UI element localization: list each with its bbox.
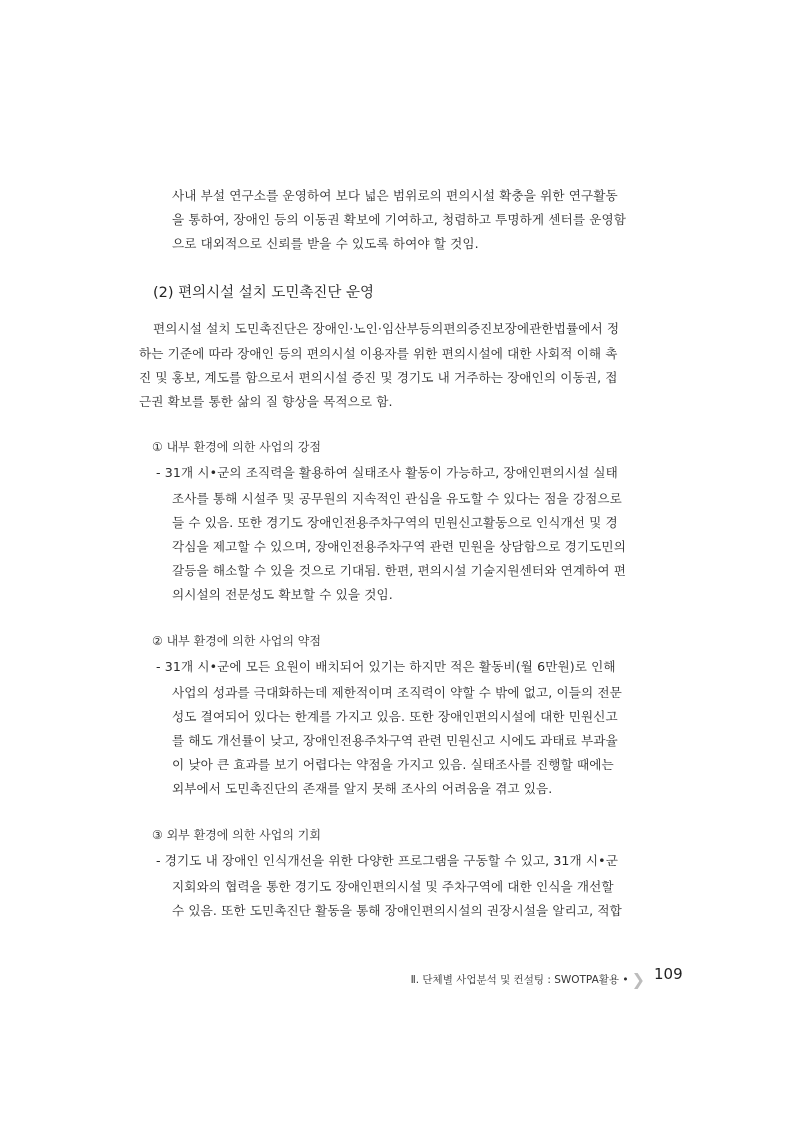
item-1-line-3: 들 수 있음. 또한 경기도 장애인전용주차구역의 민원신고활동으로 인식개선 및 경 (172, 515, 618, 530)
page-number: 109 (654, 965, 683, 983)
item-2-line-1: - 31개 시•군에 모든 요원이 배치되어 있기는 하지만 적은 활동비(월 6만원)로 인해 (156, 659, 616, 674)
item-1-title: ① 내부 환경에 의한 사업의 강점 (152, 440, 321, 454)
item-2-line-4: 를 해도 개선률이 낮고, 장애인전용주차구역 관련 민원신고 시에도 과태료 부과율 (172, 733, 618, 748)
item-3-line-1: - 경기도 내 장애인 인식개선을 위한 다양한 프로그램을 구동할 수 있고, 31개 시•군 (156, 853, 618, 868)
item-3-line-2: 지회와의 협력을 통한 경기도 장애인편의시설 및 주차구역에 대한 인식을 개선할 (172, 879, 614, 894)
intro-line-2: 을 통하여, 장애인 등의 이동권 확보에 기여하고, 청렴하고 투명하게 센터를 운영함 (172, 212, 627, 227)
chevron-right-icon: ❯ (631, 970, 645, 989)
section-title: (2) 편의시설 설치 도민촉진단 운영 (153, 285, 375, 301)
item-1-line-4: 각심을 제고할 수 있으며, 장애인전용주차구역 관련 민원을 상담함으로 경기도민의 (172, 539, 626, 554)
item-1-line-1: - 31개 시•군의 조직력을 활용하여 실태조사 활동이 가능하고, 장애인편의시설 실태 (156, 465, 618, 480)
item-1-line-6: 의시설의 전문성도 확보할 수 있을 것임. (172, 587, 393, 602)
item-2-line-2: 사업의 성과를 극대화하는데 제한적이며 조직력이 약할 수 밖에 없고, 이들의 전문 (172, 685, 622, 700)
footer-text: Ⅱ. 단체별 사업분석 및 컨설팅 : SWOTPA활용 • (410, 974, 629, 986)
item-2-title: ② 내부 환경에 의한 사업의 약점 (152, 634, 321, 648)
section-paragraph-line-3: 진 및 홍보, 계도를 함으로서 편의시설 증진 및 경기도 내 거주하는 장애인의 이동권, 접 (139, 370, 618, 385)
section-paragraph-line-4: 근권 확보를 통한 삶의 질 향상을 목적으로 함. (139, 394, 393, 409)
item-3-line-3: 수 있음. 또한 도민촉진단 활동을 통해 장애인편의시설의 권장시설을 알리고, 적합 (172, 903, 622, 918)
item-3-title: ③ 외부 환경에 의한 사업의 기회 (152, 828, 321, 842)
item-1-line-2: 조사를 통해 시설주 및 공무원의 지속적인 관심을 유도할 수 있다는 점을 강점으로 (172, 491, 622, 506)
section-paragraph-line-2: 하는 기준에 따라 장애인 등의 편의시설 이용자를 위한 편의시설에 대한 사회적 이해 촉 (139, 346, 618, 361)
section-paragraph-line-1: 편의시설 설치 도민촉진단은 장애인·노인·임산부등의편의증진보장에관한법률에서 정 (153, 321, 620, 336)
item-2-line-3: 성도 결여되어 있다는 한계를 가지고 있음. 또한 장애인편의시설에 대한 민원신고 (172, 709, 618, 724)
item-1-line-5: 갈등을 해소할 수 있을 것으로 기대됨. 한편, 편의시설 기술지원센터와 연계하여 편 (172, 563, 627, 578)
running-footer (411, 970, 649, 989)
item-2-line-5: 이 낮아 큰 효과를 보기 어렵다는 약점을 가지고 있음. 실태조사를 진행할 때에는 (172, 757, 614, 772)
intro-line-3: 으로 대외적으로 신뢰를 받을 수 있도록 하여야 할 것임. (172, 236, 479, 251)
item-2-line-6: 외부에서 도민촉진단의 존재를 알지 못해 조사의 어려움을 겪고 있음. (172, 781, 553, 796)
intro-line-1: 사내 부설 연구소를 운영하여 보다 넓은 범위로의 편의시설 확충을 위한 연구활동 (172, 188, 618, 203)
